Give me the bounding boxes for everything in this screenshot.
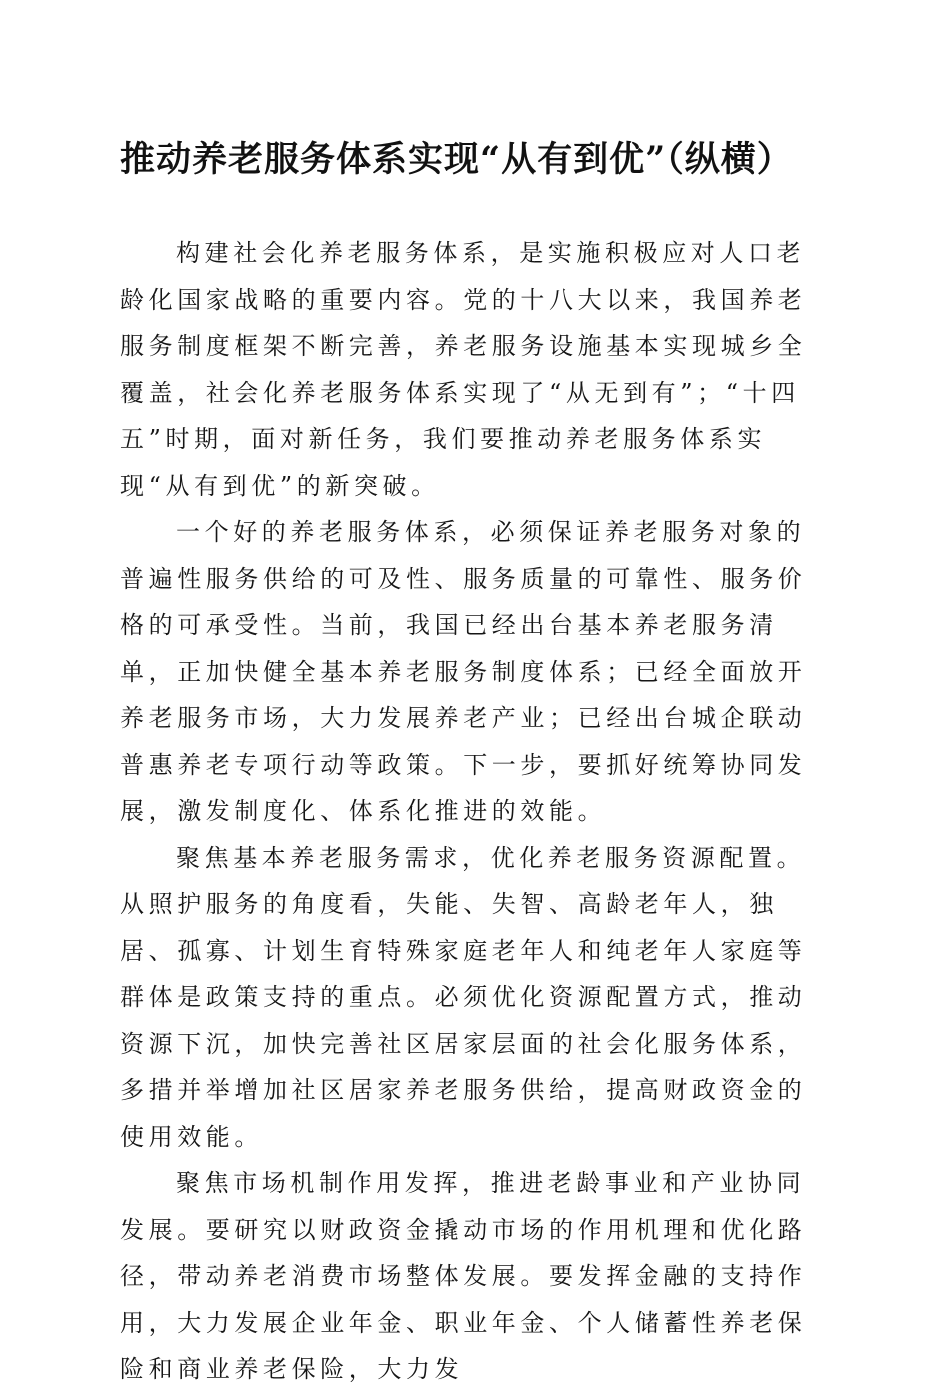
paragraph-1: 构建社会化养老服务体系，是实施积极应对人口老龄化国家战略的重要内容。党的十八大以来，我国养老服务制度框架不断完善，养老服务设施基本实现城乡全覆盖，社会化养老服务体系实现了“从无到有”；“十四五”时期，面对新任务，我们要推动养老服务体系实现“从有到优”的新突破。 [120, 239, 807, 500]
paragraph-3: 聚焦基本养老服务需求，优化养老服务资源配置。从照护服务的角度看，失能、失智、高龄老年人，独居、孤寡、计划生育特殊家庭老年人和纯老年人家庭等群体是政策支持的重点。必须优化资源配置方式，推动资源下沉，加快完善社区居家层面的社会化服务体系，多措并举增加社区居家养老服务供给，提高财政资金的使用效能。 [120, 843, 807, 1151]
paragraph-4: 聚焦市场机制作用发挥，推进老龄事业和产业协同发展。要研究以财政资金撬动市场的作用机理和优化路径，带动养老消费市场整体发展。要发挥金融的支持作用，大力发展企业年金、职业年金、个人储蓄性养老保险和商业养老保险，大力发 [120, 1169, 807, 1383]
paragraph-2: 一个好的养老服务体系，必须保证养老服务对象的普遍性服务供给的可及性、服务质量的可靠性、服务价格的可承受性。当前，我国已经出台基本养老服务清单，正加快健全基本养老服务制度体系；已经全面放开养老服务市场，大力发展养老产业；已经出台城企联动普惠养老专项行动等政策。下一步，要抓好统筹协同发展，激发制度化、体系化推进的效能。 [120, 518, 807, 825]
document-body [120, 230, 832, 1393]
document-title: 推动养老服务体系实现“从有到优”（纵横） [120, 139, 793, 180]
